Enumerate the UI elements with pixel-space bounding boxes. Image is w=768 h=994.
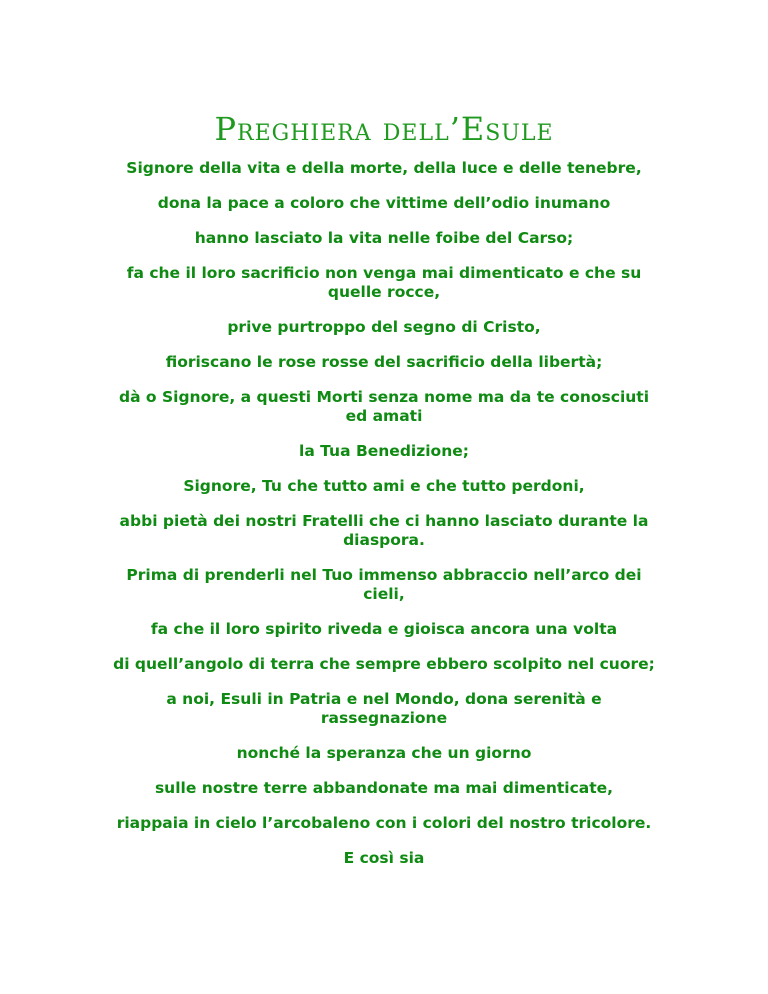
prayer-line: dà o Signore, a questi Morti senza nome ma da te conosciuti ed amati xyxy=(118,388,650,425)
prayer-line: hanno lasciato la vita nelle foibe del Carso; xyxy=(194,229,574,247)
prayer-line: Signore della vita e della morte, della luce e delle tenebre, xyxy=(126,159,642,177)
prayer-line: dona la pace a coloro che vittime dell’odio inumano xyxy=(157,194,611,212)
prayer-line: nonché la speranza che un giorno xyxy=(236,744,532,762)
prayer-line: a noi, Esuli in Patria e nel Mondo, dona serenità e rassegnazione xyxy=(166,690,602,727)
prayer-line: la Tua Benedizione; xyxy=(299,442,469,460)
prayer-line: fa che il loro spirito riveda e gioisca ancora una volta xyxy=(150,620,618,638)
prayer-line: abbi pietà dei nostri Fratelli che ci hanno lasciato durante la diaspora. xyxy=(119,512,649,549)
prayer-line: di quell’angolo di terra che sempre ebbero scolpito nel cuore; xyxy=(113,655,655,673)
prayer-line: prive purtroppo del segno di Cristo, xyxy=(227,318,541,336)
prayer-line: Prima di prenderli nel Tuo immenso abbraccio nell’arco dei cieli, xyxy=(126,566,642,603)
prayer-line: fioriscano le rose rosse del sacrificio della libertà; xyxy=(165,353,603,371)
prayer-body xyxy=(110,159,658,884)
prayer-line: riappaia in cielo l’arcobaleno con i colori del nostro tricolore. xyxy=(116,814,652,832)
prayer-line: fa che il loro sacrificio non venga mai dimenticato e che su quelle rocce, xyxy=(126,264,642,301)
prayer-line: sulle nostre terre abbandonate ma mai dimenticate, xyxy=(154,779,614,797)
prayer-line: E così sia xyxy=(343,849,425,867)
prayer-line: Signore, Tu che tutto ami e che tutto perdoni, xyxy=(183,477,585,495)
prayer-title: Preghiera dell’Esule xyxy=(214,110,554,148)
